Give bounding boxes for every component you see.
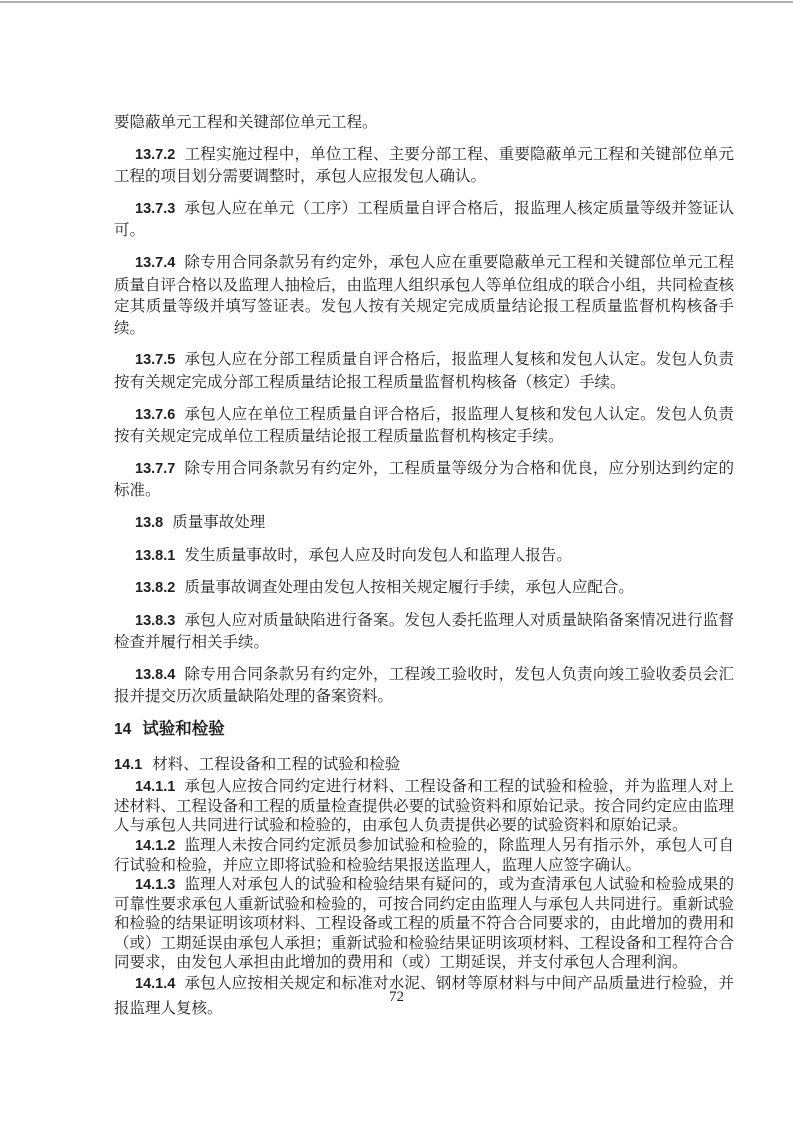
clause-text: 除专用合同条款另有约定外，承包人应在重要隐蔽单元工程和关键部位单元工程质量自评合格以及监理人抽检后，由监理人组织承包人等单位组成的联合小组，共同检查核定其质量等级并填写签证表。发包人按有关规定完成质量结论报工程质量监督机构核备手续。 [114, 253, 735, 337]
clause-number: 13.7.6 [135, 406, 176, 423]
page-footer [0, 988, 793, 1006]
clause-title-13-8 [114, 512, 734, 535]
clause-text: 承包人应在单元（工序）工程质量自评合格后，报监理人核定质量等级并签证认可。 [114, 199, 734, 240]
scan-artifact-line [0, 1, 793, 3]
clause-paragraph-13-7-3 [114, 198, 734, 242]
subsection-heading-14-1 [114, 754, 734, 776]
clause-text: 承包人应在单位工程质量自评合格后，报监理人复核和发包人认定。发包人负责按有关规定完成单位工程质量结论报工程质量监督机构核定手续。 [114, 405, 734, 446]
clause-text: 要隐蔽单元工程和关键部位单元工程。 [114, 114, 378, 131]
section-number: 14 [114, 721, 132, 739]
clause-number: 13.7.2 [135, 146, 176, 163]
clause-paragraph-14-1-2 [114, 836, 734, 875]
subsection-title: 材料、工程设备和工程的试验和检验 [152, 756, 401, 774]
clause-text: 除专用合同条款另有约定外，工程竣工验收时，发包人负责向竣工验收委员会汇报并提交历次质量缺陷处理的备案资料。 [114, 665, 734, 706]
clause-number: 14.1.1 [135, 779, 176, 796]
clause-paragraph-13-7-6 [114, 404, 734, 448]
clause-paragraph-13-7-2 [114, 144, 734, 188]
clause-paragraph-14-1-3 [114, 875, 734, 972]
clause-text: 除专用合同条款另有约定外，工程质量等级分为合格和优良，应分别达到约定的标准。 [114, 459, 734, 500]
clause-text: 监理人未按合同约定派员参加试验和检验的，除监理人另有指示外，承包人可自行试验和检验，并应立即将试验和检验结果报送监理人，监理人应签字确认。 [114, 836, 734, 874]
clause-number: 13.7.7 [135, 460, 176, 477]
clause-number: 13.8.3 [135, 612, 176, 629]
clause-text: 质量事故调查处理由发包人按相关规定履行手续，承包人应配合。 [184, 579, 634, 597]
page-content [114, 112, 734, 1020]
clause-number: 14.1.4 [135, 976, 176, 993]
page-number: 72 [389, 989, 404, 1005]
clause-text: 监理人对承包人的试验和检验结果有疑问的，或为查清承包人试验和检验成果的可靠性要求承包人重新试验和检验的，可按合同约定由监理人与承包人共同进行。重新试验和检验的结果证明该项材料、工程设备或工程的质量不符合合同要求的，由此增加的费用和（或）工期延误由承包人承担；重新试验和检验结果证明该项材料、工程设备和工程符合合同要求，由发包人承担由此增加的费用和（或）工期延误，并支付承包人合理利润。 [114, 876, 735, 971]
clause-text: 承包人应在分部工程质量自评合格后，报监理人复核和发包人认定。发包人负责按有关规定完成分部工程质量结论报工程质量监督机构核备（核定）手续。 [114, 351, 734, 391]
clause-text: 工程实施过程中，单位工程、主要分部工程、重要隐蔽单元工程和关键部位单元工程的项目划分需要调整时，承包人应报发包人确认。 [114, 145, 734, 186]
clause-number: 14.1.3 [135, 877, 176, 894]
clause-paragraph-13-8-4 [114, 664, 734, 708]
clause-text: 发生质量事故时，承包人应及时向发包人和监理人报告。 [184, 546, 572, 564]
clause-text: 承包人应对质量缺陷进行备案。发包人委托监理人对质量缺陷备案情况进行监督检查并履行相关手续。 [114, 611, 734, 652]
clause-title-text: 质量事故处理 [172, 513, 266, 531]
clause-text: 承包人应按相关规定和标准对水泥、钢材等原材料与中间产品质量进行检验，并报监理人复核。 [114, 975, 734, 1017]
subsection-number: 14.1 [114, 757, 143, 774]
clause-number: 13.8.4 [135, 666, 176, 683]
section-title: 试验和检验 [142, 719, 225, 739]
clause-paragraph-14-1-1 [114, 777, 734, 836]
clause-paragraph-13-8-3 [114, 610, 734, 654]
clause-paragraph-13-8-1 [114, 545, 734, 568]
section-heading-14 [114, 718, 734, 741]
clause-number: 13.8.1 [135, 547, 176, 564]
clause-paragraph-13-7-5 [114, 349, 734, 393]
clause-text: 承包人应按合同约定进行材料、工程设备和工程的试验和检验，并为监理人对上述材料、工程设备和工程的质量检查提供必要的试验资料和原始记录。按合同约定应由监理人与承包人共同进行试验和检验的，由承包人负责提供必要的试验资料和原始记录。 [114, 778, 735, 835]
paragraph-continuation [114, 112, 734, 134]
clause-paragraph-13-7-7 [114, 458, 734, 502]
clause-number: 13.7.3 [135, 200, 176, 217]
clause-number: 13.8 [135, 514, 164, 531]
clause-number: 14.1.2 [135, 837, 176, 854]
clause-paragraph-13-7-4 [114, 252, 734, 339]
clause-paragraph-13-8-2 [114, 577, 734, 600]
clause-number: 13.8.2 [135, 580, 176, 597]
clause-number: 13.7.4 [135, 254, 176, 271]
clause-number: 13.7.5 [135, 352, 176, 369]
